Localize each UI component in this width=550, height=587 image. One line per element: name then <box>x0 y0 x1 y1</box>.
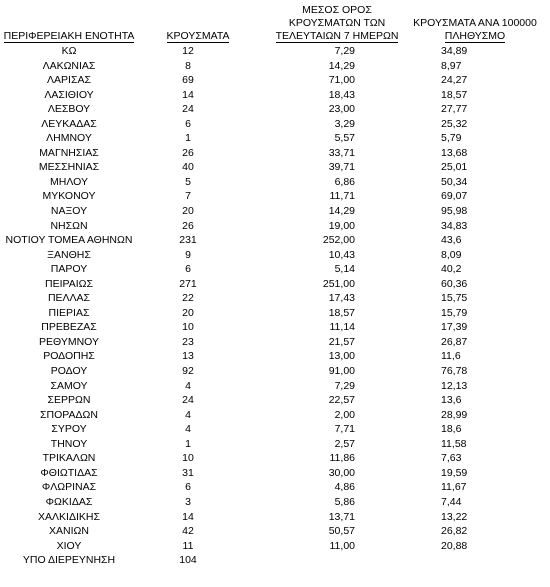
header-avg7-line3: ΤΕΛΕΥΤΑΙΩΝ 7 ΗΜΕΡΩΝ <box>275 30 399 42</box>
table-row <box>0 175 550 190</box>
header-region <box>0 30 138 43</box>
cell-per100k: 13,6 <box>441 394 462 407</box>
table-row <box>0 219 550 234</box>
cell-region: ΝΑΞΟΥ <box>50 205 88 218</box>
cell-avg7: 17,43 <box>328 292 355 305</box>
cell-cases: 92 <box>182 365 194 378</box>
table-row <box>0 335 550 350</box>
cell-cases: 104 <box>179 554 197 567</box>
cell-region: ΚΩ <box>61 45 77 57</box>
cell-region: ΠΙΕΡΙΑΣ <box>48 306 90 319</box>
cell-per100k: 26,87 <box>441 335 468 348</box>
cell-per100k: 11,6 <box>441 350 461 363</box>
table-row <box>0 379 550 394</box>
cell-region: ΠΕΛΛΑΣ <box>47 292 91 305</box>
cell-cases: 231 <box>179 234 197 247</box>
header-avg7-line1: ΜΕΣΟΣ ΟΡΟΣ <box>302 4 372 16</box>
cell-region: ΛΕΥΚΑΔΑΣ <box>41 117 97 130</box>
cell-avg7: 252,00 <box>322 234 355 247</box>
cell-region: ΜΥΚΟΝΟΥ <box>42 190 96 203</box>
cell-cases: 26 <box>182 146 194 159</box>
cell-avg7: 7,29 <box>334 379 355 392</box>
cell-per100k: 25,32 <box>441 117 468 130</box>
table-row <box>0 146 550 161</box>
cell-region: ΣΥΡΟΥ <box>51 423 87 436</box>
cell-per100k: 19,59 <box>441 466 468 479</box>
table-row <box>0 320 550 335</box>
cell-per100k: 7,44 <box>441 495 462 508</box>
cell-avg7: 13,71 <box>328 510 355 523</box>
cell-avg7: 251,00 <box>322 277 355 290</box>
cell-avg7: 2,00 <box>334 408 355 421</box>
cell-region: ΧΙΟΥ <box>56 539 82 552</box>
cell-avg7: 7,29 <box>334 45 355 57</box>
cell-per100k: 15,75 <box>441 292 468 305</box>
table-row <box>0 131 550 146</box>
cell-region: ΛΑΣΙΘΙΟΥ <box>44 88 94 101</box>
cell-per100k: 11,67 <box>441 481 467 494</box>
cell-cases: 31 <box>182 466 194 479</box>
table-row <box>0 524 550 539</box>
cell-region: ΛΗΜΝΟΥ <box>46 132 92 145</box>
cell-cases: 6 <box>185 117 191 130</box>
cell-per100k: 69,07 <box>441 190 468 203</box>
header-region-label: ΠΕΡΙΦΕΡΕΙΑΚΗ ΕΝΟΤΗΤΑ <box>3 30 135 42</box>
cell-cases: 23 <box>182 335 194 348</box>
cell-avg7: 6,86 <box>334 175 355 188</box>
cell-cases: 6 <box>185 263 191 276</box>
header-per100k-line1: ΚΡΟΥΣΜΑΤΑ ΑΝΑ 100000 <box>413 17 537 29</box>
cell-cases: 271 <box>179 277 197 290</box>
cell-avg7: 33,71 <box>328 146 355 159</box>
cell-region: ΠΕΙΡΑΙΩΣ <box>45 277 93 290</box>
cell-avg7: 50,57 <box>328 525 355 538</box>
table-row <box>0 349 550 364</box>
cell-avg7: 5,86 <box>334 495 355 508</box>
table-row <box>0 117 550 132</box>
table-row <box>0 393 550 408</box>
cell-region: ΥΠΟ ΔΙΕΡΕΥΝΗΣΗ <box>22 554 116 567</box>
cell-per100k: 18,6 <box>441 423 462 436</box>
cell-per100k: 13,68 <box>441 146 468 159</box>
cell-cases: 6 <box>185 481 191 494</box>
cell-region: ΞΑΝΘΗΣ <box>47 248 91 261</box>
cell-region: ΡΟΔΟΥ <box>50 365 88 378</box>
cell-avg7: 14,29 <box>328 205 355 218</box>
cell-per100k: 27,77 <box>441 103 468 116</box>
cell-region: ΠΑΡΟΥ <box>50 263 88 276</box>
table-row <box>0 277 550 292</box>
cell-region: ΧΑΛΚΙΔΙΚΗΣ <box>38 510 100 523</box>
cell-avg7: 7,71 <box>334 423 355 436</box>
cell-per100k: 11,58 <box>441 437 467 450</box>
cell-per100k: 20,88 <box>441 539 468 552</box>
cell-region: ΛΕΣΒΟΥ <box>47 103 91 116</box>
table-row <box>0 422 550 437</box>
cell-cases: 24 <box>182 394 194 407</box>
cell-avg7: 4,86 <box>334 481 355 494</box>
table-row <box>0 160 550 175</box>
cell-per100k: 8,97 <box>441 59 462 72</box>
cell-cases: 7 <box>185 190 191 203</box>
header-per100k <box>400 17 550 43</box>
cell-avg7: 5,14 <box>334 263 355 276</box>
table-row <box>0 59 550 74</box>
cell-per100k: 28,99 <box>441 408 468 421</box>
table-row <box>0 88 550 103</box>
cell-region: ΛΑΡΙΣΑΣ <box>47 74 91 87</box>
cell-cases: 1 <box>185 437 191 450</box>
cell-avg7: 22,57 <box>328 394 355 407</box>
cell-region: ΣΕΡΡΩΝ <box>47 394 91 407</box>
cell-cases: 22 <box>182 292 194 305</box>
cell-per100k: 43,6 <box>441 234 462 247</box>
table-row <box>0 262 550 277</box>
table-row <box>0 248 550 263</box>
cell-avg7: 18,57 <box>328 306 355 319</box>
cell-region: ΣΠΟΡΑΔΩΝ <box>40 408 98 421</box>
cell-per100k: 50,34 <box>441 175 468 188</box>
table-row <box>0 364 550 379</box>
cell-per100k: 24,27 <box>441 74 468 87</box>
cell-per100k: 13,22 <box>441 510 468 523</box>
cell-cases: 1 <box>185 132 191 145</box>
header-per100k-line2: ΠΛΗΘΥΣΜΟ <box>444 30 506 42</box>
cell-cases: 8 <box>185 59 191 72</box>
cell-avg7: 5,57 <box>334 132 355 145</box>
cell-avg7: 39,71 <box>328 161 355 174</box>
cell-per100k: 34,83 <box>441 219 468 232</box>
cell-cases: 20 <box>182 306 194 319</box>
cell-region: ΣΑΜΟΥ <box>50 379 88 392</box>
cell-per100k: 95,98 <box>441 205 468 218</box>
cell-avg7: 18,43 <box>328 88 355 101</box>
cell-region: ΡΟΔΟΠΗΣ <box>43 350 95 363</box>
table-row <box>0 495 550 510</box>
cell-avg7: 13,00 <box>328 350 355 363</box>
cell-cases: 26 <box>182 219 194 232</box>
cell-cases: 4 <box>185 379 191 392</box>
cell-region: ΛΑΚΩΝΙΑΣ <box>42 59 96 72</box>
header-avg7-line2: ΚΡΟΥΣΜΑΤΩΝ ΤΩΝ <box>288 17 386 29</box>
header-cases-label: ΚΡΟΥΣΜΑΤΑ <box>166 30 230 42</box>
cell-cases: 24 <box>182 103 194 116</box>
cell-region: ΦΛΩΡΙΝΑΣ <box>41 481 97 494</box>
cell-avg7: 3,29 <box>334 117 355 130</box>
cell-avg7: 23,00 <box>328 103 355 116</box>
cell-avg7: 11,00 <box>329 539 355 552</box>
table-row <box>0 451 550 466</box>
cell-region: ΜΗΛΟΥ <box>50 175 88 188</box>
cell-cases: 14 <box>182 88 194 101</box>
cell-per100k: 25,01 <box>441 161 468 174</box>
cell-per100k: 18,57 <box>441 88 468 101</box>
cell-cases: 4 <box>185 408 191 421</box>
cell-cases: 12 <box>182 45 194 57</box>
cell-avg7: 91,00 <box>328 365 355 378</box>
table-row <box>0 437 550 452</box>
cell-per100k: 60,36 <box>441 277 468 290</box>
cell-cases: 10 <box>182 452 194 465</box>
cell-cases: 11 <box>182 539 194 552</box>
cell-region: ΝΟΤΙΟΥ ΤΟΜΕΑ ΑΘΗΝΩΝ <box>5 234 133 247</box>
cell-per100k: 26,82 <box>441 525 468 538</box>
cell-region: ΡΕΘΥΜΝΟΥ <box>38 335 99 348</box>
cell-cases: 10 <box>182 321 194 334</box>
cell-region: ΦΘΙΩΤΙΔΑΣ <box>40 466 98 479</box>
table-row <box>0 44 550 59</box>
table-row <box>0 102 550 117</box>
cell-avg7: 10,43 <box>328 248 355 261</box>
table-row <box>0 306 550 321</box>
cell-region: ΜΑΓΝΗΣΙΑΣ <box>39 146 99 159</box>
cell-avg7: 11,14 <box>329 321 355 334</box>
cell-cases: 40 <box>182 161 194 174</box>
table-row <box>0 189 550 204</box>
cell-avg7: 21,57 <box>328 335 355 348</box>
table-row <box>0 408 550 423</box>
table-row <box>0 204 550 219</box>
cell-per100k: 17,39 <box>441 321 468 334</box>
header-cases <box>150 30 246 43</box>
cell-per100k: 15,79 <box>441 306 468 319</box>
cell-region: ΝΗΣΩΝ <box>50 219 88 232</box>
cell-avg7: 71,00 <box>328 74 355 87</box>
cell-cases: 20 <box>182 205 194 218</box>
cell-per100k: 76,78 <box>441 365 468 378</box>
cell-cases: 5 <box>185 175 191 188</box>
cell-cases: 14 <box>182 510 194 523</box>
cell-per100k: 12,13 <box>441 379 468 392</box>
cell-cases: 42 <box>182 525 194 538</box>
table-row <box>0 291 550 306</box>
table-row <box>0 73 550 88</box>
cell-region: ΦΩΚΙΔΑΣ <box>45 495 93 508</box>
cell-per100k: 40,2 <box>441 263 462 276</box>
cell-region: ΠΡΕΒΕΖΑΣ <box>41 321 97 334</box>
cell-region: ΤΡΙΚΑΛΩΝ <box>42 452 96 465</box>
cell-region: ΧΑΝΙΩΝ <box>49 525 89 538</box>
table-body <box>0 44 550 568</box>
cell-per100k: 5,79 <box>441 132 462 145</box>
table-row <box>0 510 550 525</box>
cell-avg7: 30,00 <box>328 466 355 479</box>
cell-per100k: 34,89 <box>441 45 468 57</box>
cell-avg7: 19,00 <box>328 219 355 232</box>
table-row <box>0 480 550 495</box>
table-row <box>0 466 550 481</box>
cell-avg7: 2,57 <box>334 437 355 450</box>
cell-region: ΜΕΣΣΗΝΙΑΣ <box>38 161 100 174</box>
cell-avg7: 11,71 <box>329 190 355 203</box>
cell-avg7: 14,29 <box>328 59 355 72</box>
table-row <box>0 233 550 248</box>
cell-cases: 13 <box>182 350 194 363</box>
cell-per100k: 8,09 <box>441 248 462 261</box>
cell-cases: 4 <box>185 423 191 436</box>
table-row <box>0 539 550 554</box>
table-row <box>0 553 550 568</box>
cell-avg7: 11,86 <box>329 452 355 465</box>
cell-per100k: 7,63 <box>441 452 462 465</box>
cell-cases: 3 <box>185 495 191 508</box>
cell-cases: 9 <box>185 248 191 261</box>
cell-region: ΤΗΝΟΥ <box>50 437 88 450</box>
header-avg7 <box>262 4 412 43</box>
cell-cases: 69 <box>182 74 194 87</box>
